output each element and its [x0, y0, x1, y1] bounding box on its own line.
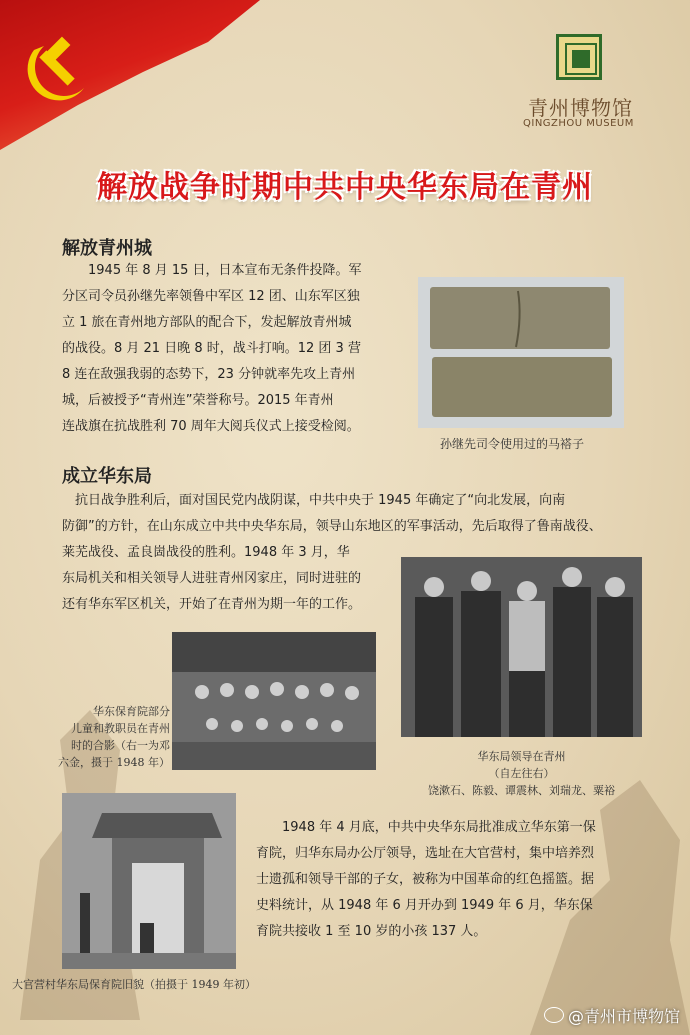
- text-line: 育院共接收 1 至 10 岁的小孩 137 人。: [256, 924, 487, 939]
- text-line: 连战旗在抗战胜利 70 周年大阅兵仪式上接受检阅。: [62, 419, 360, 434]
- caption-line: 六金，摄于 1948 年）: [58, 756, 170, 769]
- saddlebag-photo: [418, 277, 624, 428]
- weibo-icon: [544, 1007, 564, 1023]
- gate-photo: [62, 793, 236, 969]
- caption-line: 时的合影（右一为邓: [71, 739, 170, 752]
- page-title: 解放战争时期中共中央华东局在青州: [97, 170, 593, 205]
- caption-line: （自左往右）: [488, 767, 555, 780]
- caption-line: 华东保育院部分: [93, 705, 170, 718]
- caption-line: 儿童和教职员在青州: [71, 722, 170, 735]
- children-group-photo: [172, 632, 376, 770]
- text-line: 分区司令员孙继先率领鲁中军区 12 团、山东军区独: [62, 289, 360, 304]
- hammer-sickle-icon: [22, 30, 102, 110]
- text-line: 立 1 旅在青州地方部队的配合下，发起解放青州城: [62, 315, 352, 330]
- weibo-watermark: [544, 1004, 680, 1027]
- section1-text: [62, 258, 402, 440]
- museum-name-en: QINGZHOU MUSEUM: [523, 118, 634, 129]
- museum-name-cn: 青州博物馆: [528, 96, 633, 120]
- section2-text-full: [62, 488, 652, 566]
- text-line: 抗日战争胜利后，面对国民党内战阴谋，中共中央于 1945 年确定了“向北发展，向南: [75, 493, 566, 508]
- saddlebag-caption: 孙继先司令使用过的马褡子: [440, 437, 585, 451]
- text-line: 防御”的方针，在山东成立中共中央华东局，领导山东地区的军事活动，先后取得了鲁南战役、: [62, 519, 602, 534]
- gate-caption: 大官营村华东局保育院旧貌（拍摄于 1949 年初）: [12, 978, 256, 991]
- text-line: 的战役。8 月 21 日晚 8 时，战斗打响。12 团 3 营: [62, 341, 361, 356]
- text-line: 8 连在敌强我弱的态势下，23 分钟就率先攻上青州: [62, 367, 356, 382]
- section3-text: [256, 815, 656, 945]
- museum-seal-icon: [556, 34, 602, 80]
- section-heading-liberation: 解放青州城: [62, 238, 152, 259]
- caption-line: 华东局领导在青州: [477, 750, 566, 763]
- leaders-caption: [401, 748, 642, 799]
- text-line: 城，后被授予“青州连”荣誉称号。2015 年青州: [62, 393, 334, 408]
- section2-text-short: [62, 566, 392, 618]
- text-line: 育院，归华东局办公厅领导，选址在大官营村，集中培养烈: [256, 846, 595, 861]
- children-caption: [50, 703, 170, 771]
- text-line: 1948 年 4 月底，中共中央华东局批准成立华东第一保: [282, 820, 596, 835]
- section-heading-east-china-bureau: 成立华东局: [62, 466, 152, 487]
- text-line: 东局机关和相关领导人进驻青州冈家庄，同时进驻的: [62, 571, 362, 586]
- party-flag: [0, 0, 260, 150]
- text-line: 还有华东军区机关，开始了在青州为期一年的工作。: [62, 597, 362, 612]
- leaders-photo: [401, 557, 642, 737]
- text-line: 莱芜战役、孟良崮战役的胜利。1948 年 3 月，华: [62, 545, 350, 560]
- caption-line: 饶漱石、陈毅、谭震林、刘瑞龙、粟裕: [428, 784, 615, 797]
- text-line: 1945 年 8 月 15 日，日本宣布无条件投降。军: [88, 263, 362, 278]
- text-line: 士遗孤和领导干部的子女，被称为中国革命的红色摇篮。据: [256, 872, 595, 887]
- text-line: 史料统计，从 1948 年 6 月开办到 1949 年 6 月，华东保: [256, 898, 593, 913]
- watermark-text: @青州市博物馆: [567, 1007, 680, 1026]
